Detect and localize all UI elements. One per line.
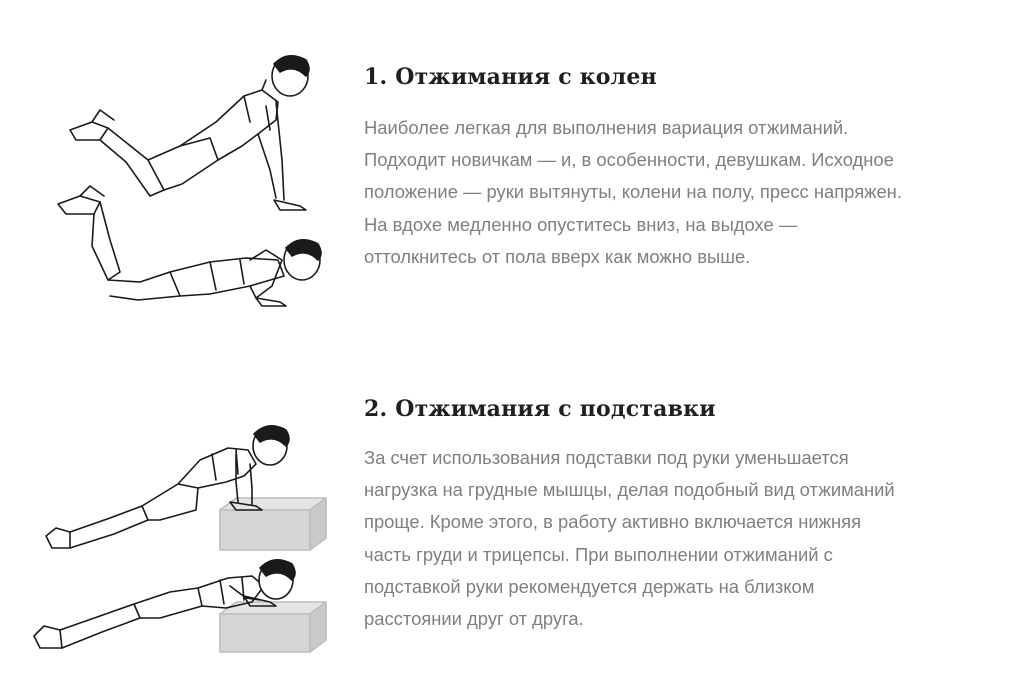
knee-pushup-illustration [30, 50, 340, 320]
description-line: Подходит новичкам — и, в особенности, девушкам. Исходное [364, 149, 894, 171]
description-line: расстоянии друг от друга. [364, 608, 584, 630]
description-line: подставкой руки рекомендуется держать на близком [364, 575, 815, 597]
figure-lowered [58, 186, 321, 306]
description-line: оттолкнитесь от пола вверх как можно выше. [364, 245, 751, 267]
description-line: часть груди и трицепсы. При выполнении отжиманий с [364, 543, 833, 565]
figure-arms-extended [70, 56, 309, 210]
exercise-description [364, 112, 1004, 273]
description-line: положение — руки вытянуты, колени на полу, пресс напряжен. [364, 181, 902, 203]
description-line: Наиболее легкая для выполнения вариация отжиманий. [364, 117, 849, 138]
description-line: На вдохе медленно опуститесь вниз, на выдохе — [364, 213, 798, 235]
description-line: нагрузка на грудные мышцы, делая подобный вид отжиманий [364, 479, 895, 501]
description-line: проще. Кроме этого, в работу активно включается нижняя [364, 511, 862, 533]
step-box-lower [220, 602, 326, 652]
exercise-section-incline-pushups [0, 350, 1024, 698]
exercise-title: 1. Отжимания с колен [364, 64, 657, 90]
description-line: За счет использования подставки под руки уменьшается [364, 447, 849, 468]
step-box-upper [220, 498, 326, 550]
exercise-title: 2. Отжимания с подставки [364, 396, 716, 422]
exercise-description [364, 442, 1004, 635]
exercise-section-knee-pushups [0, 0, 1024, 340]
incline-pushup-illustration [30, 390, 340, 680]
